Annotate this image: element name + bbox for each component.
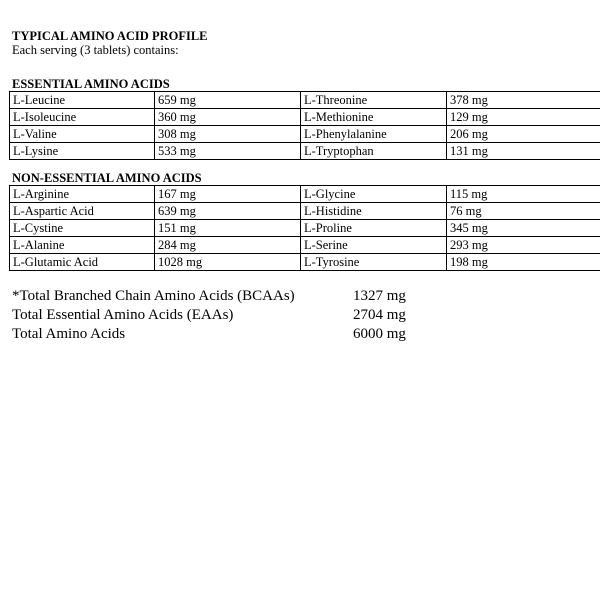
- table-row: [10, 203, 600, 220]
- amino-acid-amount: 284 mg: [155, 237, 301, 254]
- amino-acid-amount: 131 mg: [447, 143, 600, 160]
- amino-acid-name: L-Proline: [301, 220, 447, 237]
- amino-acid-name: L-Isoleucine: [10, 109, 155, 126]
- amino-acid-name: L-Cystine: [10, 220, 155, 237]
- amino-acid-name: L-Threonine: [301, 92, 447, 109]
- non-essential-amino-acids-heading: NON-ESSENTIAL AMINO ACIDS: [12, 171, 202, 185]
- amino-acid-amount: 308 mg: [155, 126, 301, 143]
- total-value: 1327 mg: [353, 288, 406, 304]
- table-row: [10, 109, 600, 126]
- amino-acid-amount: 293 mg: [447, 237, 600, 254]
- total-label: Total Essential Amino Acids (EAAs): [12, 307, 234, 323]
- amino-acid-amount: 129 mg: [447, 109, 600, 126]
- table-row: [10, 186, 600, 203]
- table-row: [10, 126, 600, 143]
- essential-amino-acids-heading: ESSENTIAL AMINO ACIDS: [12, 77, 170, 91]
- amino-acid-name: L-Phenylalanine: [301, 126, 447, 143]
- essential-amino-acids-table: [9, 91, 600, 160]
- total-eaa-row: [12, 306, 433, 325]
- document-title: TYPICAL AMINO ACID PROFILE: [12, 29, 208, 43]
- amino-acid-amount: 167 mg: [155, 186, 301, 203]
- total-amino-acids-row: [12, 325, 433, 344]
- amino-acid-name: L-Serine: [301, 237, 447, 254]
- amino-acid-name: L-Glutamic Acid: [10, 254, 155, 271]
- total-label: *Total Branched Chain Amino Acids (BCAAs): [12, 288, 295, 304]
- amino-acid-name: L-Lysine: [10, 143, 155, 160]
- table-row: [10, 92, 600, 109]
- amino-acid-amount: 115 mg: [447, 186, 600, 203]
- document-subtitle: Each serving (3 tablets) contains:: [12, 43, 179, 57]
- amino-acid-amount: 360 mg: [155, 109, 301, 126]
- amino-acid-amount: 76 mg: [447, 203, 600, 220]
- amino-acid-amount: 659 mg: [155, 92, 301, 109]
- table-row: [10, 143, 600, 160]
- amino-acid-name: L-Methionine: [301, 109, 447, 126]
- amino-acid-amount: 378 mg: [447, 92, 600, 109]
- amino-acid-name: L-Tyrosine: [301, 254, 447, 271]
- amino-acid-name: L-Aspartic Acid: [10, 203, 155, 220]
- table-row: [10, 237, 600, 254]
- totals-section: [12, 287, 433, 344]
- table-row: [10, 220, 600, 237]
- amino-acid-name: L-Arginine: [10, 186, 155, 203]
- amino-acid-name: L-Valine: [10, 126, 155, 143]
- amino-acid-name: L-Histidine: [301, 203, 447, 220]
- amino-acid-amount: 198 mg: [447, 254, 600, 271]
- total-bcaa-row: [12, 287, 433, 306]
- amino-acid-amount: 206 mg: [447, 126, 600, 143]
- amino-acid-amount: 639 mg: [155, 203, 301, 220]
- amino-acid-amount: 533 mg: [155, 143, 301, 160]
- amino-acid-amount: 345 mg: [447, 220, 600, 237]
- amino-acid-name: L-Alanine: [10, 237, 155, 254]
- table-row: [10, 254, 600, 271]
- amino-acid-amount: 151 mg: [155, 220, 301, 237]
- total-value: 2704 mg: [353, 307, 406, 323]
- amino-acid-amount: 1028 mg: [155, 254, 301, 271]
- total-value: 6000 mg: [353, 326, 406, 342]
- amino-acid-name: L-Leucine: [10, 92, 155, 109]
- total-label: Total Amino Acids: [12, 326, 126, 342]
- non-essential-amino-acids-table: [9, 185, 600, 271]
- amino-acid-name: L-Glycine: [301, 186, 447, 203]
- amino-acid-name: L-Tryptophan: [301, 143, 447, 160]
